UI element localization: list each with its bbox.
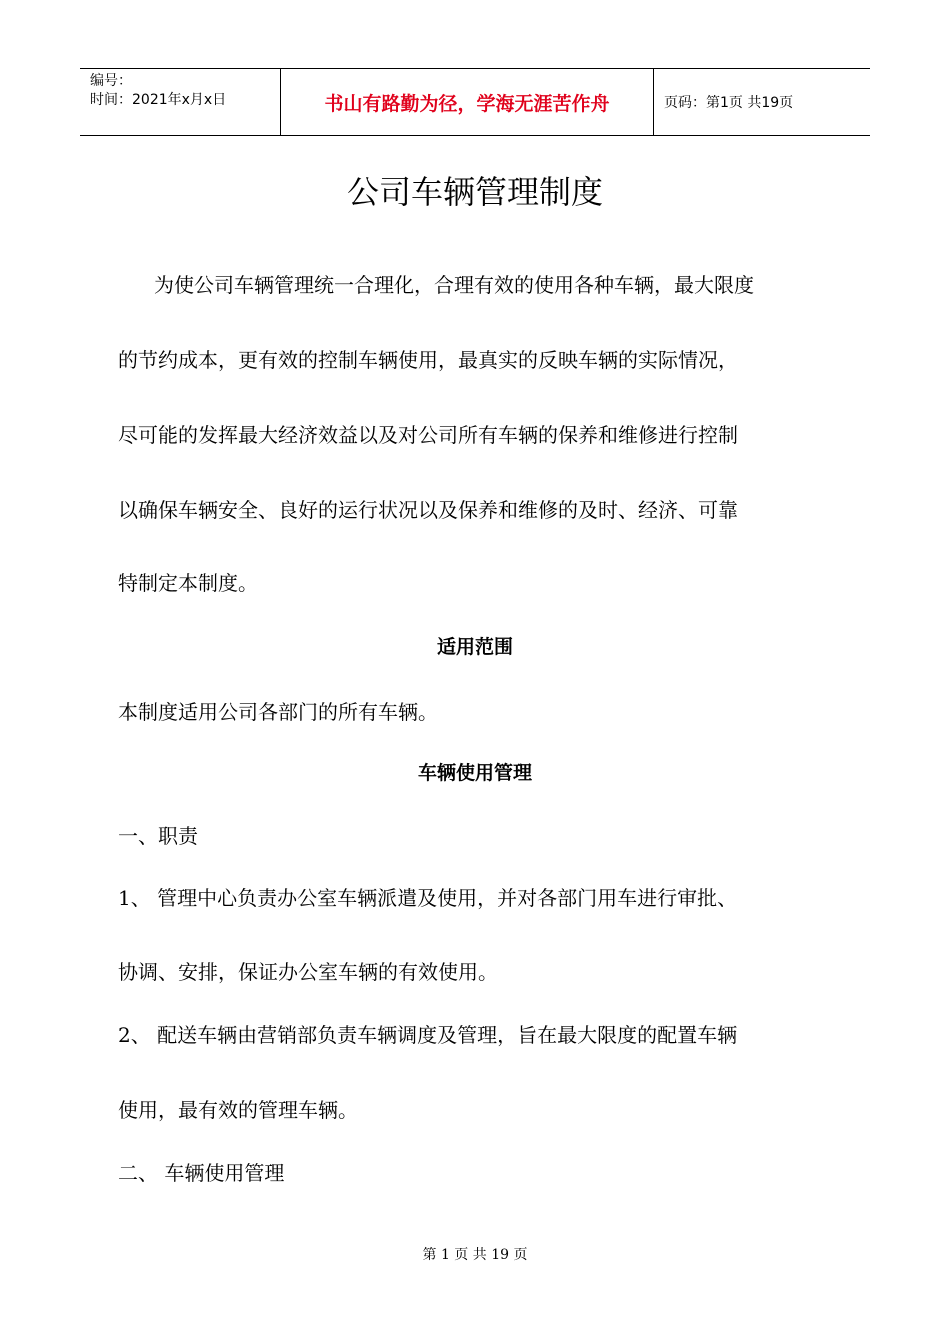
item-2-line-1: 2、 配送车辆由营销部负责车辆调度及管理，旨在最大限度的配置车辆 <box>118 1023 738 1047</box>
intro-line: 为使公司车辆管理统一合理化，合理有效的使用各种车辆，最大限度 <box>154 273 754 297</box>
page-footer: 第 1 页 共 19 页 <box>422 1247 528 1263</box>
section-heading-vehicle-use: 车辆使用管理 <box>417 762 532 784</box>
intro-line: 尽可能的发挥最大经济效益以及对公司所有车辆的保养和维修进行控制 <box>118 423 738 447</box>
header-page-info: 页码：第1页 共19页 <box>664 95 794 111</box>
time-label: 时间：2021年x月x日 <box>90 92 227 108</box>
item-2-line-2: 使用，最有效的管理车辆。 <box>118 1098 358 1122</box>
intro-line: 特制定本制度。 <box>118 571 258 595</box>
item-1-line-1: 1、 管理中心负责办公室车辆派遣及使用，并对各部门用车进行审批、 <box>118 886 738 910</box>
page-header <box>80 68 870 136</box>
intro-line: 以确保车辆安全、良好的运行状况以及保养和维修的及时、经济、可靠 <box>118 498 738 522</box>
section-heading-scope: 适用范围 <box>436 636 513 658</box>
intro-line: 的节约成本，更有效的控制车辆使用，最真实的反映车辆的实际情况， <box>118 348 738 372</box>
item-1-line-2: 协调、安排，保证办公室车辆的有效使用。 <box>118 960 498 984</box>
subheading-vehicle-use-management: 二、 车辆使用管理 <box>118 1161 285 1185</box>
document-title: 公司车辆管理制度 <box>346 173 603 211</box>
header-meta <box>80 69 281 135</box>
number-label: 编号： <box>90 73 132 89</box>
scope-text: 本制度适用公司各部门的所有车辆。 <box>118 700 438 724</box>
subheading-duties: 一、职责 <box>118 824 198 848</box>
header-motto: 书山有路勤为径，学海无涯苦作舟 <box>281 69 654 135</box>
